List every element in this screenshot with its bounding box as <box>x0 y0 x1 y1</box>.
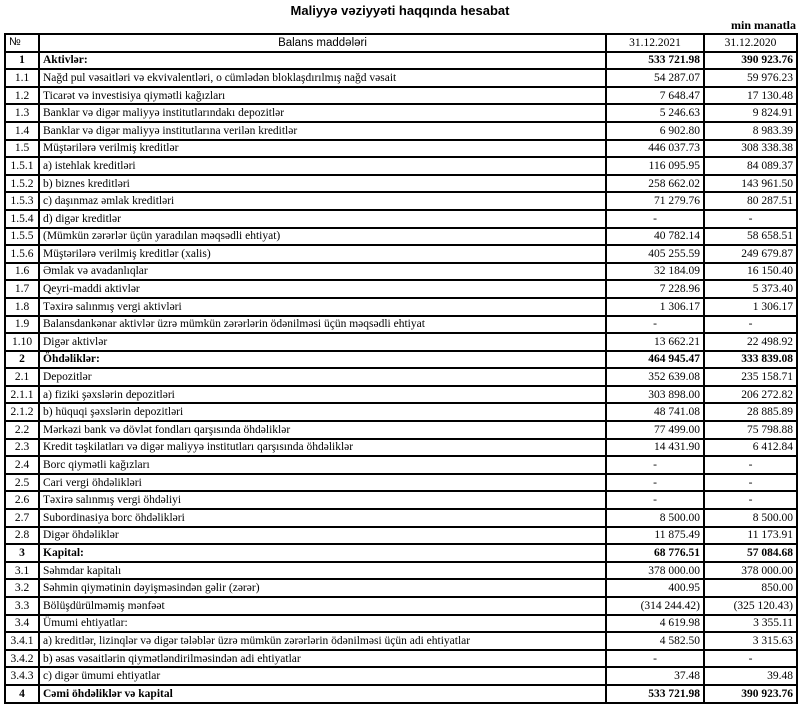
table-row <box>5 597 797 615</box>
table-row <box>5 386 797 404</box>
row-label: Digər aktivlər <box>39 333 606 351</box>
row-label: a) istehlak kreditləri <box>39 157 606 175</box>
table-row <box>5 228 797 246</box>
row-no: 2.6 <box>5 491 39 509</box>
table-row <box>5 650 797 668</box>
row-value-2021: 7 228.96 <box>606 280 704 298</box>
row-label: a) fiziki şəxslərin depozitləri <box>39 386 606 404</box>
row-label: Qeyri-maddi aktivlər <box>39 280 606 298</box>
row-no: 2.1.1 <box>5 386 39 404</box>
row-no: 2.2 <box>5 421 39 439</box>
table-row <box>5 210 797 228</box>
row-value-2021: - <box>606 210 704 228</box>
row-no: 3 <box>5 544 39 562</box>
row-value-2020: - <box>704 474 797 492</box>
row-label: (Mümkün zərərlər üçün yaradılan məqsədli ehtiyat) <box>39 228 606 246</box>
row-value-2020: 39.48 <box>704 667 797 685</box>
row-label: Depozitlər <box>39 368 606 386</box>
row-no: 1.4 <box>5 122 39 140</box>
row-no: 3.4 <box>5 615 39 633</box>
row-value-2020: 57 084.68 <box>704 544 797 562</box>
row-no: 1.10 <box>5 333 39 351</box>
row-value-2021: 378 000.00 <box>606 562 704 580</box>
row-value-2021: - <box>606 474 704 492</box>
header-row <box>5 34 797 52</box>
row-label: Səhmin qiymətinin dəyişməsindən gəlir (zərər) <box>39 579 606 597</box>
row-value-2020: 16 150.40 <box>704 263 797 281</box>
row-label: d) digər kreditlər <box>39 210 606 228</box>
table-row <box>5 439 797 457</box>
table-row <box>5 685 797 703</box>
row-value-2020: - <box>704 210 797 228</box>
row-value-2020: 59 976.23 <box>704 69 797 87</box>
row-value-2021: 11 875.49 <box>606 527 704 545</box>
row-label: Müştərilərə verilmiş kreditlər <box>39 140 606 158</box>
table-row <box>5 245 797 263</box>
row-no: 2.1.2 <box>5 403 39 421</box>
row-label: Öhdəliklər: <box>39 351 606 369</box>
row-value-2021: 32 184.09 <box>606 263 704 281</box>
row-no: 2.7 <box>5 509 39 527</box>
row-value-2021: 258 662.02 <box>606 175 704 193</box>
row-value-2021: 54 287.07 <box>606 69 704 87</box>
row-value-2020: - <box>704 456 797 474</box>
row-label: Müştərilərə verilmiş kreditlər (xalis) <box>39 245 606 263</box>
row-no: 3.2 <box>5 579 39 597</box>
row-no: 1.5.1 <box>5 157 39 175</box>
row-label: Aktivlər: <box>39 52 606 70</box>
row-value-2020: - <box>704 316 797 334</box>
row-value-2020: 3 355.11 <box>704 615 797 633</box>
table-row <box>5 474 797 492</box>
row-value-2021: - <box>606 650 704 668</box>
row-value-2021: 405 255.59 <box>606 245 704 263</box>
row-value-2020: 75 798.88 <box>704 421 797 439</box>
col-header-2020: 31.12.2020 <box>704 34 797 52</box>
row-value-2021: 116 095.95 <box>606 157 704 175</box>
table-row <box>5 667 797 685</box>
row-label: Səhmdar kapitalı <box>39 562 606 580</box>
row-label: Banklar və digər maliyyə institutlarındakı depozitlər <box>39 104 606 122</box>
row-value-2020: 84 089.37 <box>704 157 797 175</box>
row-value-2020: 8 983.39 <box>704 122 797 140</box>
row-value-2020: 6 412.84 <box>704 439 797 457</box>
row-label: b) əsas vəsaitlərin qiymətləndirilməsindən adi ehtiyatlar <box>39 650 606 668</box>
row-value-2020: 378 000.00 <box>704 562 797 580</box>
table-row <box>5 351 797 369</box>
col-header-item: Balans maddələri <box>39 34 606 52</box>
row-value-2020: 390 923.76 <box>704 52 797 70</box>
row-label: Kredit təşkilatları və digər maliyyə institutları qarşısında öhdəliklər <box>39 439 606 457</box>
row-no: 1.5.3 <box>5 192 39 210</box>
row-no: 3.4.2 <box>5 650 39 668</box>
table-row <box>5 491 797 509</box>
row-value-2020: - <box>704 650 797 668</box>
row-value-2021: 4 619.98 <box>606 615 704 633</box>
row-no: 1.8 <box>5 298 39 316</box>
table-row <box>5 263 797 281</box>
row-no: 4 <box>5 685 39 703</box>
row-value-2020: 308 338.38 <box>704 140 797 158</box>
row-no: 1.5.6 <box>5 245 39 263</box>
row-value-2020: 28 885.89 <box>704 403 797 421</box>
row-label: Nağd pul vəsaitləri və ekvivalentləri, o cümlədən bloklaşdırılmış nağd vəsait <box>39 69 606 87</box>
row-label: b) hüquqi şəxslərin depozitləri <box>39 403 606 421</box>
row-value-2021: 6 902.80 <box>606 122 704 140</box>
row-label: Cari vergi öhdəlikləri <box>39 474 606 492</box>
row-label: Digər öhdəliklər <box>39 527 606 545</box>
row-value-2021: 464 945.47 <box>606 351 704 369</box>
row-value-2021: - <box>606 491 704 509</box>
row-no: 3.1 <box>5 562 39 580</box>
row-no: 1.6 <box>5 263 39 281</box>
row-value-2021: 303 898.00 <box>606 386 704 404</box>
row-value-2020: 9 824.91 <box>704 104 797 122</box>
table-row <box>5 421 797 439</box>
col-header-no: № <box>5 34 39 52</box>
table-row <box>5 562 797 580</box>
row-no: 1.2 <box>5 87 39 105</box>
row-no: 3.4.3 <box>5 667 39 685</box>
row-value-2020: 22 498.92 <box>704 333 797 351</box>
row-value-2020: 143 961.50 <box>704 175 797 193</box>
row-value-2020: 333 839.08 <box>704 351 797 369</box>
row-value-2020: 1 306.17 <box>704 298 797 316</box>
row-value-2021: 533 721.98 <box>606 685 704 703</box>
row-no: 1.5 <box>5 140 39 158</box>
row-value-2020: - <box>704 491 797 509</box>
row-label: c) digər ümumi ehtiyatlar <box>39 667 606 685</box>
row-value-2021: 533 721.98 <box>606 52 704 70</box>
row-value-2021: 446 037.73 <box>606 140 704 158</box>
row-label: Əmlak və avadanlıqlar <box>39 263 606 281</box>
row-value-2021: 1 306.17 <box>606 298 704 316</box>
row-label: Təxirə salınmış vergi öhdəliyi <box>39 491 606 509</box>
table-row <box>5 175 797 193</box>
table-row <box>5 615 797 633</box>
row-value-2021: 48 741.08 <box>606 403 704 421</box>
row-no: 1.5.2 <box>5 175 39 193</box>
table-row <box>5 527 797 545</box>
row-value-2021: 7 648.47 <box>606 87 704 105</box>
row-label: Bölüşdürülməmiş mənfəət <box>39 597 606 615</box>
row-no: 2.3 <box>5 439 39 457</box>
row-value-2021: - <box>606 456 704 474</box>
row-value-2020: 5 373.40 <box>704 280 797 298</box>
table-row <box>5 140 797 158</box>
row-value-2020: 17 130.48 <box>704 87 797 105</box>
row-no: 1.5.4 <box>5 210 39 228</box>
row-no: 2 <box>5 351 39 369</box>
row-value-2021: 13 662.21 <box>606 333 704 351</box>
table-row <box>5 280 797 298</box>
row-no: 3.4.1 <box>5 632 39 650</box>
row-label: Cəmi öhdəliklər və kapital <box>39 685 606 703</box>
row-value-2020: 390 923.76 <box>704 685 797 703</box>
row-label: Kapital: <box>39 544 606 562</box>
row-value-2020: 206 272.82 <box>704 386 797 404</box>
table-row <box>5 192 797 210</box>
row-no: 1.1 <box>5 69 39 87</box>
row-label: a) kreditlər, lizinqlər və digər tələblər üzrə mümkün zərərlərin ödənilməsi üçün adi ehtiyatlar <box>39 632 606 650</box>
col-header-2021: 31.12.2021 <box>606 34 704 52</box>
row-value-2021: 40 782.14 <box>606 228 704 246</box>
row-label: c) daşınmaz əmlak kreditləri <box>39 192 606 210</box>
row-value-2020: 58 658.51 <box>704 228 797 246</box>
row-value-2021: 4 582.50 <box>606 632 704 650</box>
row-value-2021: 352 639.08 <box>606 368 704 386</box>
row-label: b) biznes kreditləri <box>39 175 606 193</box>
row-value-2021: 5 246.63 <box>606 104 704 122</box>
row-value-2021: 8 500.00 <box>606 509 704 527</box>
row-value-2020: 8 500.00 <box>704 509 797 527</box>
row-no: 1 <box>5 52 39 70</box>
table-row <box>5 368 797 386</box>
row-no: 2.1 <box>5 368 39 386</box>
row-value-2020: 3 315.63 <box>704 632 797 650</box>
row-no: 1.5.5 <box>5 228 39 246</box>
row-label: Ticarət və investisiya qiymətli kağızları <box>39 87 606 105</box>
row-value-2020: 850.00 <box>704 579 797 597</box>
table-row <box>5 69 797 87</box>
row-value-2021: 68 776.51 <box>606 544 704 562</box>
table-row <box>5 316 797 334</box>
table-row <box>5 52 797 70</box>
row-value-2021: 37.48 <box>606 667 704 685</box>
row-label: Ümumi ehtiyatlar: <box>39 615 606 633</box>
row-value-2020: (325 120.43) <box>704 597 797 615</box>
row-value-2021: - <box>606 316 704 334</box>
row-value-2020: 11 173.91 <box>704 527 797 545</box>
row-value-2021: (314 244.42) <box>606 597 704 615</box>
report-title: Maliyyə vəziyyəti haqqında hesabat <box>290 3 510 18</box>
row-value-2020: 235 158.71 <box>704 368 797 386</box>
row-value-2021: 14 431.90 <box>606 439 704 457</box>
table-row <box>5 333 797 351</box>
row-no: 1.9 <box>5 316 39 334</box>
row-no: 1.7 <box>5 280 39 298</box>
row-label: Borc qiymətli kağızları <box>39 456 606 474</box>
table-row <box>5 632 797 650</box>
row-label: Balansdankənar aktivlər üzrə mümkün zərərlərin ödənilməsi üçün məqsədli ehtiyat <box>39 316 606 334</box>
table-row <box>5 509 797 527</box>
row-value-2021: 400.95 <box>606 579 704 597</box>
table-row <box>5 403 797 421</box>
row-value-2020: 249 679.87 <box>704 245 797 263</box>
table-row <box>5 87 797 105</box>
table-row <box>5 104 797 122</box>
row-value-2021: 77 499.00 <box>606 421 704 439</box>
row-value-2021: 71 279.76 <box>606 192 704 210</box>
row-value-2020: 80 287.51 <box>704 192 797 210</box>
row-no: 3.3 <box>5 597 39 615</box>
balance-sheet-table <box>4 33 798 704</box>
table-row <box>5 122 797 140</box>
row-no: 1.3 <box>5 104 39 122</box>
table-row <box>5 157 797 175</box>
row-label: Təxirə salınmış vergi aktivləri <box>39 298 606 316</box>
table-row <box>5 544 797 562</box>
row-label: Banklar və digər maliyyə institutlarına verilən kreditlər <box>39 122 606 140</box>
table-body <box>5 52 797 703</box>
row-label: Mərkəzi bank və dövlət fondları qarşısında öhdəliklər <box>39 421 606 439</box>
table-row <box>5 298 797 316</box>
row-no: 2.4 <box>5 456 39 474</box>
row-label: Subordinasiya borc öhdəlikləri <box>39 509 606 527</box>
unit-note: min manatla <box>730 18 796 32</box>
table-row <box>5 579 797 597</box>
table-row <box>5 456 797 474</box>
row-no: 2.8 <box>5 527 39 545</box>
row-no: 2.5 <box>5 474 39 492</box>
